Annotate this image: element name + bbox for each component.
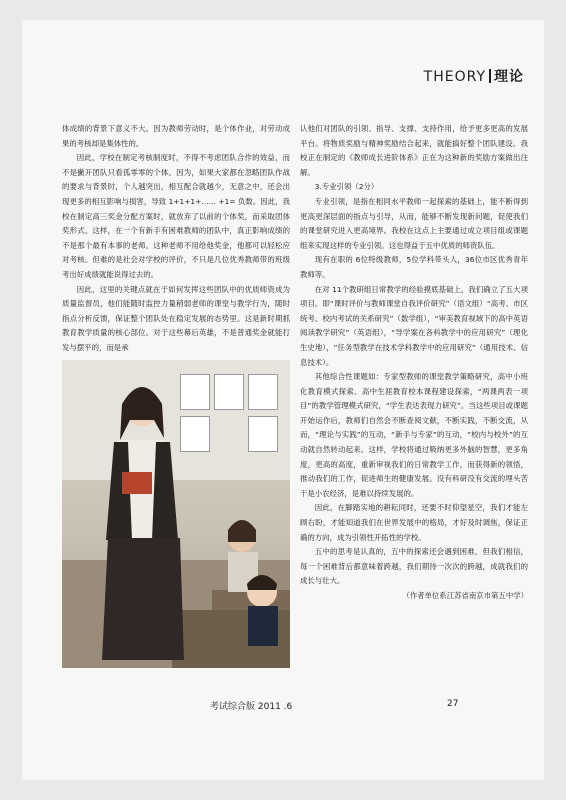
teacher-and-students-illustration bbox=[62, 360, 290, 668]
right-paragraph: 认他们对团队的引领、指导、支撑、支持作用，给予更多更高的发展平台。将物质奖励与精神奖励结合起来，就能搞好整个团队建设。我校正在制定的《教师成长进阶体系》正在为这种新的奖励方案做出注解。 bbox=[300, 124, 528, 177]
right-paragraph: 现有在职的 6位特级教师，5位学科带头人，36位市区优秀青年教师等。 bbox=[300, 255, 528, 279]
section-title-zh: 理论 bbox=[494, 69, 524, 85]
right-paragraph: 专业引领，是指在相同水平教师一起探索的基础上，能不断得到更高更深层面的指点与引导，从而，能够不断发现新问题，促使我们的课堂研究进入更高境界。我校在这点上主要通过成立项目组或课题组来实现这样的专业引领。这也得益于五中优质的师资队伍。 bbox=[300, 196, 528, 250]
right-paragraph: 五中的思考是认真的，五中的探索还会遇到困难，但我们相信，每一个困难背后都意味着跨越，我们期待一次次的跨越，成就我们的成长与壮大。 bbox=[300, 547, 528, 586]
journal-name: 考试综合版 bbox=[210, 702, 256, 712]
right-column bbox=[300, 122, 528, 604]
left-paragraph: 体成绩的背景下意义不大。因为教师劳动时，是个体作业，对劳动成果的考核却是集体性的。 bbox=[62, 124, 290, 148]
right-paragraph: 因此，在脚踏实地的耕耘同时，还要不时仰望星空，我们才能左顾右盼，才能知道我们在世界发展中的格局，才好及时调焦，保证正确的方向，成为引领性开拓性的学校。 bbox=[300, 503, 528, 542]
right-paragraph: 在对 11个教研组日常教学的经验摸底基础上，我们确立了五大项项目。即“课时评价与教师课堂自我评价研究”（语文组）“高考、市区统考、校内考试的关系研究”（数学组），“审美教育视域下的高中英语阅读教学研究”（英语组），“导学案在各科教学中的应用研究”（理化生史地），“任务型教学在技术学科教学中的应用研究”（通用技术、信息技术）。 bbox=[300, 284, 528, 367]
author-affiliation: （作者单位系江苏省南京市第五中学） bbox=[402, 591, 528, 600]
section-header bbox=[424, 66, 524, 86]
right-paragraph: 其他综合性课题如：专家型教师的课堂教学策略研究，高中小班化教育模式探索、高中生涯教育校本课程建设探索，“两课两表一项目”的教学管理模式研究，“学生表达表现力研究”。当这些项目或课题开始运作后，教师们自然会不断查阅文献，不断实践，不断交流，从而，“理论与实践”的互动，“新手与专家”的互动，“校内与校外”的互动就自然转动起来。这样，学校将通过吸纳更多外脑的智慧，更多角度，更高的高度，重新审视我们的日常教学工作，而获得新的领悟，推动我们的工作，促进师生的健康发展。没有科研没有交流的埋头苦干是小农经济，是难以持续发展的。 bbox=[300, 372, 528, 498]
classroom-photo bbox=[62, 360, 290, 668]
divider bbox=[489, 69, 491, 83]
page-number: 27 bbox=[447, 699, 459, 709]
right-subheading: 3.专业引领（2分） bbox=[314, 182, 379, 192]
left-paragraph: 因此，学校在制定考核制度时，不得不考虑团队合作的效益，而不是撇开团队只看孤零零的个体。因为，如果大家都在忽略团队作战的要求与背景时，个人越突出，相互配合就越少，无意之中，还会出现更多的相互影响与损害，导致 1+1+1+…… +1= 负数。因此，我校在制定高三奖金分配方案时，就放弃了以前的个体奖，而采取团体奖形式。这样，在一个有新手有困难教师的团队中，真正影响成绩的不是那个最有本事的老师。这种老师不用给他奖金，他都可以轻松应对考核。但难的是社会对学校的评价，不只是几位优秀教师带的班级考出好成绩就能说得过去的。 bbox=[62, 153, 290, 279]
issue-number: 2011 .6 bbox=[257, 702, 293, 712]
journal-footer bbox=[210, 699, 292, 712]
section-title-en: THEORY bbox=[423, 69, 486, 85]
left-paragraph: 因此，这里的关键点就在于如何发挥这些团队中的优质师资成为质量监督员，他们能随时监控力量稍弱老师的课堂与教学行为，随时指点分析反馈，保证整个团队处在稳定发展的态势里。这是新时期抓教育教学质量的核心部位。对于这些幕后英雄，不是普通奖金就能打发与摆平的，而是承 bbox=[62, 284, 290, 352]
left-column bbox=[62, 122, 290, 356]
